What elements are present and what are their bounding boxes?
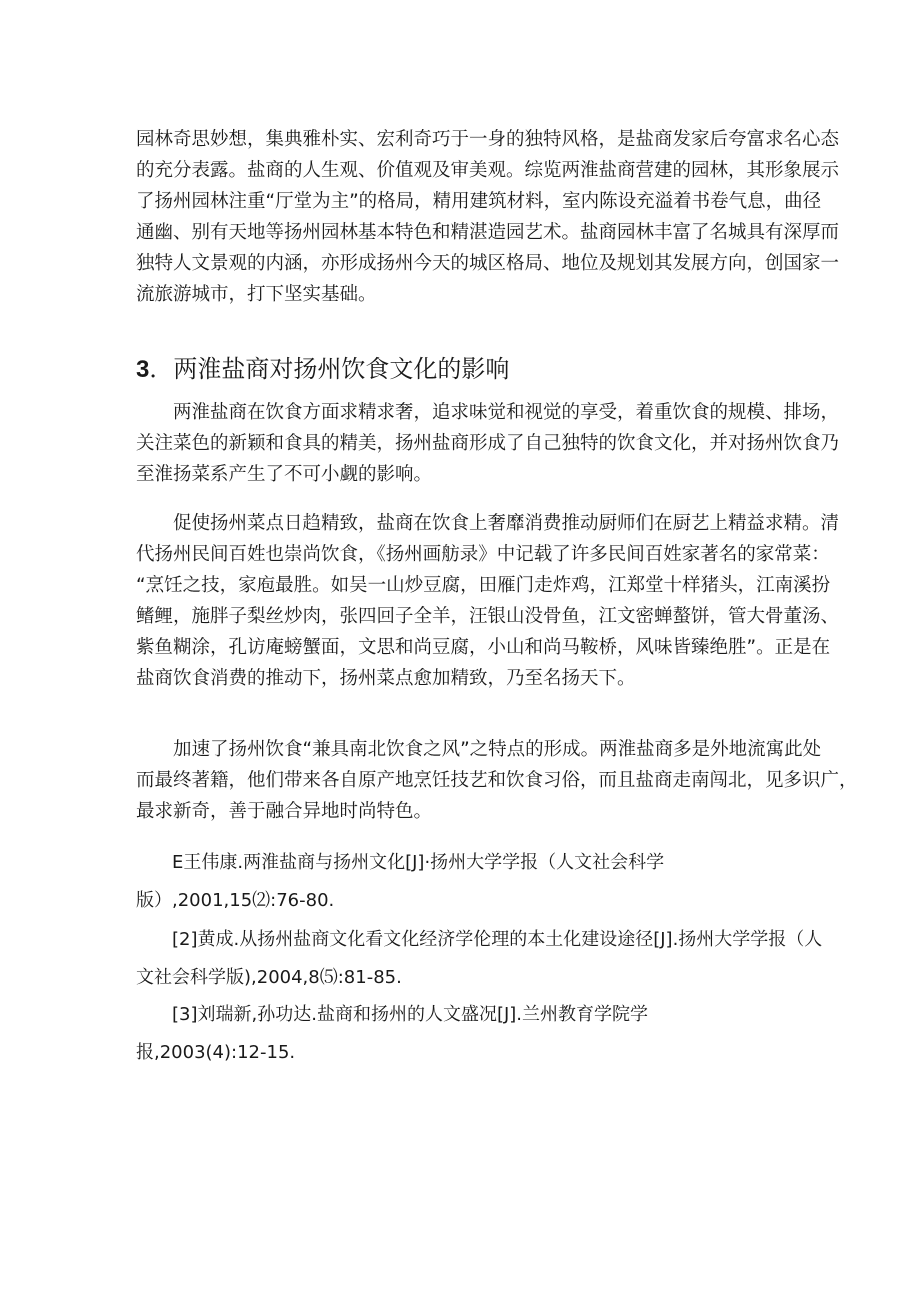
text-line: 而最终著籍，他们带来各自原产地烹饪技艺和饮食习俗，而且盐商走南闯北，见多识广， [136, 770, 858, 791]
text-line: 紫鱼糊涂，孔访庵螃蟹面，文思和尚豆腐，小山和尚马鞍桥，风味皆臻绝胜”。正是在 [136, 637, 831, 658]
section-number: 3 [136, 356, 150, 383]
reference-line: 文社会科学版),2004,8⑸:81-85. [136, 967, 402, 988]
paragraph-food-north-south [136, 734, 858, 827]
text-line: 通幽、别有天地等扬州园林基本特色和精湛造园艺术。盐商园林丰富了名城具有深厚而 [136, 222, 840, 243]
text-line: 关注菜色的新颖和食具的精美，扬州盐商形成了自己独特的饮食文化，并对扬州饮食乃 [136, 433, 840, 454]
paragraph-food-intro [136, 397, 840, 490]
text-line: 了扬州园林注重“厅堂为主”的格局，精用建筑材料，室内陈设充溢着书卷气息，曲径 [136, 191, 822, 212]
text-line: 至淮扬菜系产生了不可小觑的影响。 [136, 464, 433, 485]
reference-line: E王伟康.两淮盐商与扬州文化[J]·扬州大学学报（人文社会科学 [172, 852, 665, 873]
reference-3 [136, 996, 796, 1072]
section-heading [136, 352, 509, 387]
text-line: 最求新奇，善于融合异地时尚特色。 [136, 801, 433, 822]
text-line: 两淮盐商在饮食方面求精求奢，追求味觉和视觉的享受，着重饮食的规模、排场， [173, 402, 840, 423]
text-line: “烹饪之技，家庖最胜。如吴一山炒豆腐，田雁门走炸鸡，江郑堂十样猪头，江南溪扮 [136, 575, 831, 596]
reference-line: [2]黄成.从扬州盐商文化看文化经济学伦理的本土化建设途径[J].扬州大学学报（人 [172, 929, 823, 950]
reference-1 [136, 844, 796, 920]
reference-2 [136, 921, 823, 997]
text-line: 流旅游城市，打下坚实基础。 [136, 284, 377, 305]
reference-line: 版）,2001,15⑵:76-80. [136, 890, 335, 911]
text-line: 的充分表露。盐商的人生观、价值观及审美观。综览两淮盐商营建的园林，其形象展示 [136, 160, 840, 181]
text-line: 独特人文景观的内涵，亦形成扬州今天的城区格局、地位及规划其发展方向，创国家一 [136, 253, 840, 274]
text-line: 盐商饮食消费的推动下，扬州菜点愈加精致，乃至名扬天下。 [136, 668, 636, 689]
paragraph-food-refinement [136, 508, 840, 694]
text-line: 促使扬州菜点日趋精致，盐商在饮食上奢靡消费推动厨师们在厨艺上精益求精。清 [173, 513, 840, 534]
reference-line: 报,2003(4):12-15. [136, 1042, 296, 1063]
paragraph-garden [136, 124, 840, 310]
reference-line: [3]刘瑞新,孙功达.盐商和扬州的人文盛况[J].兰州教育学院学 [172, 1004, 649, 1025]
text-line: 代扬州民间百姓也崇尚饮食，《扬州画舫录》中记载了许多民间百姓家著名的家常菜： [136, 544, 830, 565]
text-line: 加速了扬州饮食“兼具南北饮食之风”之特点的形成。两淮盐商多是外地流寓此处 [173, 739, 822, 760]
text-line: 鳍鲤，施胖子梨丝炒肉，张四回子全羊，汪银山没骨鱼，江文密蝉螯饼，管大骨董汤、 [136, 606, 840, 627]
section-title: ．两淮盐商对扬州饮食文化的影响 [149, 355, 510, 383]
text-line: 园林奇思妙想，集典雅朴实、宏利奇巧于一身的独特风格，是盐商发家后夸富求名心态 [136, 129, 840, 150]
